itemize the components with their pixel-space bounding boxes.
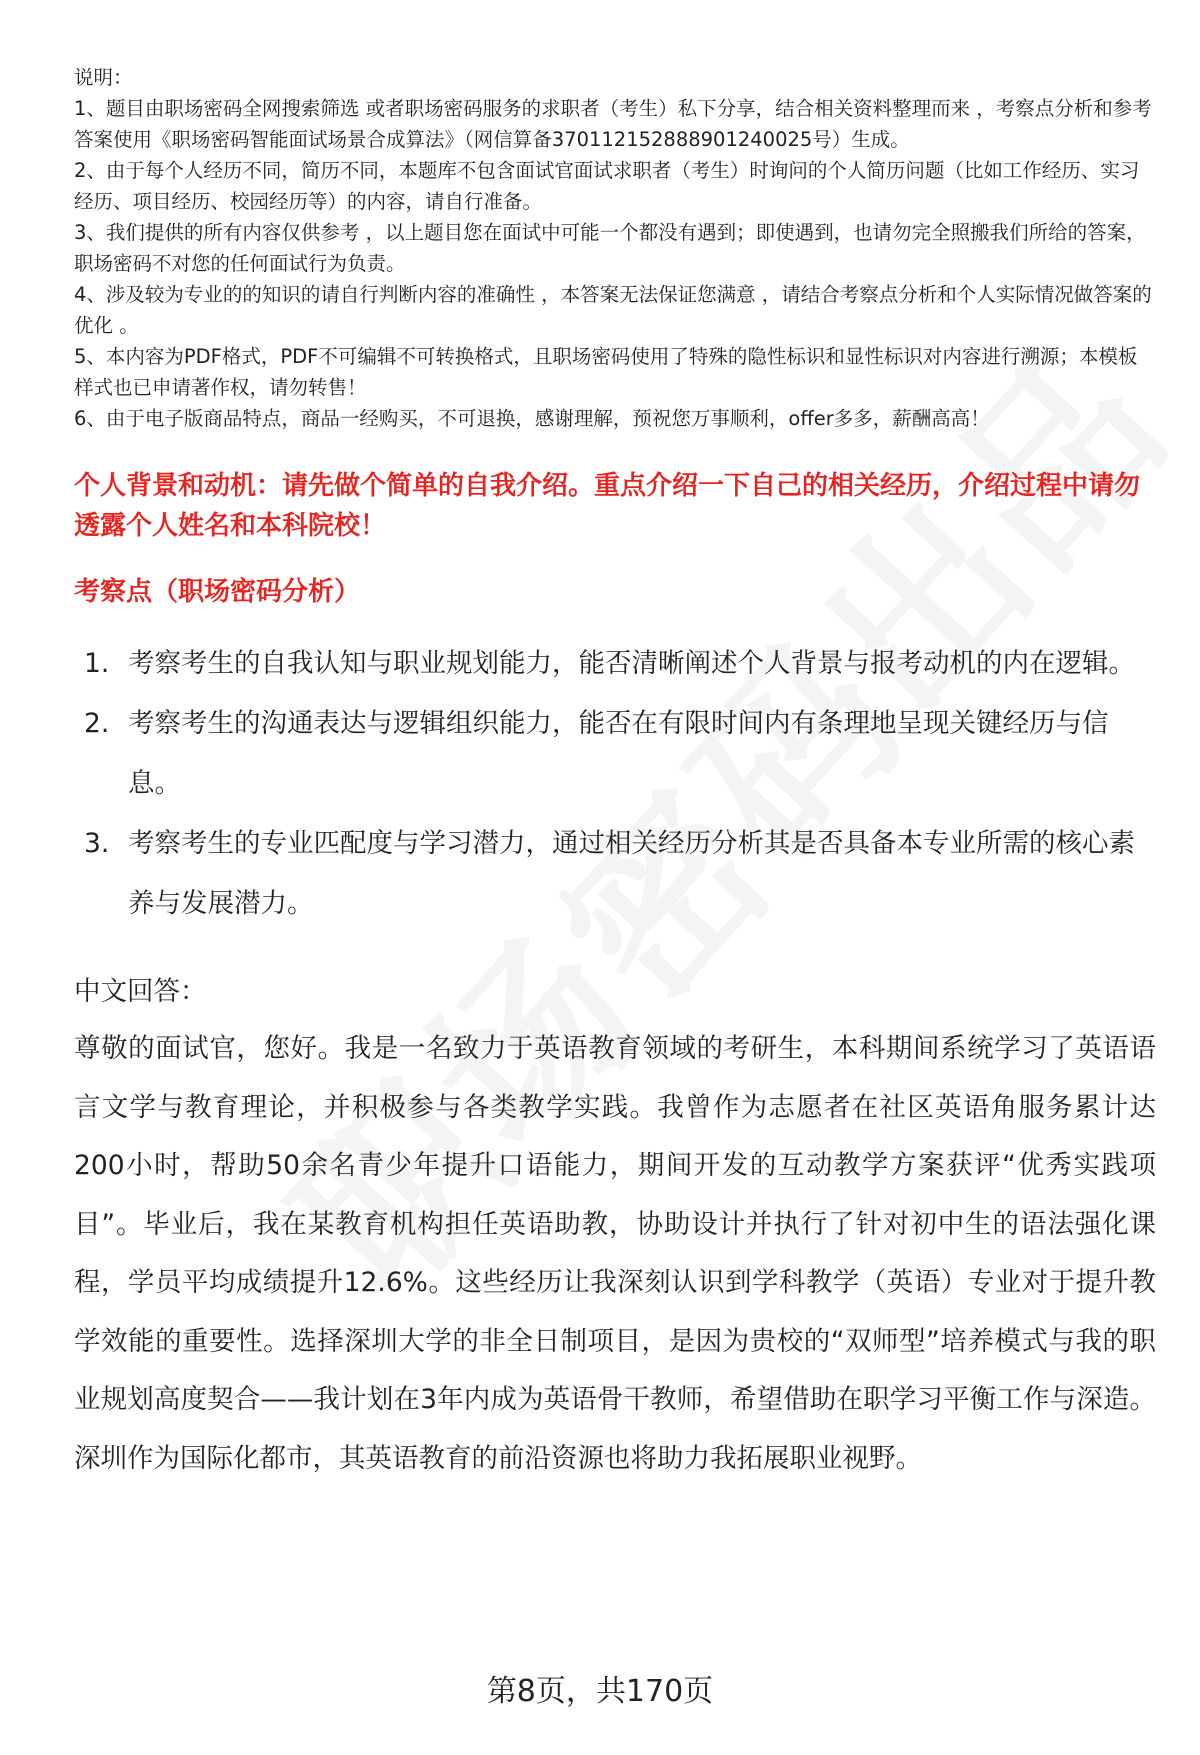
notes-item: 5、本内容为PDF格式，PDF不可编辑不可转换格式，且职场密码使用了特殊的隐性标识和显性标识对内容进行溯源；本模板样式也已申请著作权，请勿转售！ <box>74 345 1138 399</box>
notes-item: 1、题目由职场密码全网搜索筛选 或者职场密码服务的求职者（考生）私下分享，结合相关资料整理而来 ，考察点分析和参考答案使用《职场密码智能面试场景合成算法》（网信算备370112152888901240025号）生成。 <box>74 97 1152 151</box>
question-heading: 个人背景和动机：请先做个简单的自我介绍。重点介绍一下自己的相关经历，介绍过程中请勿透露个人姓名和本科院校！ <box>74 471 1141 541</box>
notes-section <box>74 62 1156 434</box>
analysis-point-text: 考察考生的沟通表达与逻辑组织能力，能否在有限时间内有条理地呈现关键经历与信息。 <box>128 708 1109 799</box>
analysis-point-text: 考察考生的专业匹配度与学习潜力，通过相关经历分析其是否具备本专业所需的核心素养与发展潜力。 <box>128 828 1135 919</box>
notes-item: 3、我们提供的所有内容仅供参考 ，以上题目您在面试中可能一个都没有遇到；即使遇到，也请勿完全照搬我们所给的答案，职场密码不对您的任何面试行为负责。 <box>74 221 1146 275</box>
analysis-point <box>74 694 1156 814</box>
notes-item: 2、由于每个人经历不同，简历不同，本题库不包含面试官面试求职者（考生）时询问的个人简历问题（比如工作经历、实习经历、项目经历、校园经历等）的内容，请自行准备。 <box>74 159 1140 213</box>
analysis-point-text: 考察考生的自我认知与职业规划能力，能否清晰阐述个人背景与报考动机的内在逻辑。 <box>128 648 1135 679</box>
analysis-point-number: 2. <box>84 708 110 739</box>
analysis-point <box>74 814 1156 934</box>
page-number: 第8页，共170页 <box>486 1674 714 1709</box>
answer-label: 中文回答： <box>74 976 207 1007</box>
notes-heading: 说明： <box>74 66 133 89</box>
analysis-point-number: 3. <box>84 828 110 859</box>
analysis-title: 考察点（职场密码分析） <box>74 577 361 607</box>
page-content <box>74 62 1156 1488</box>
notes-item: 6、由于电子版商品特点，商品一经购买，不可退换，感谢理解，预祝您万事顺利，offer多多，薪酬高高！ <box>74 407 990 430</box>
answer-text: 尊敬的面试官，您好。我是一名致力于英语教育领域的考研生，本科期间系统学习了英语语言文学与教育理论，并积极参与各类教学实践。我曾作为志愿者在社区英语角服务累计达200小时，帮助50余名青少年提升口语能力，期间开发的互动教学方案获评“优秀实践项目”。毕业后，我在某教育机构担任英语助教，协助设计并执行了针对初中生的语法强化课程，学员平均成绩提升12.6%。这些经历让我深刻认识到学科教学（英语）专业对于提升教学效能的重要性。选择深圳大学的非全日制项目，是因为贵校的“双师型”培养模式与我的职业规划高度契合——我计划在3年内成为英语骨干教师，希望借助在职学习平衡工作与深造。深圳作为国际化都市，其英语教育的前沿资源也将助力我拓展职业视野。 <box>74 1033 1156 1474</box>
analysis-points-list <box>74 634 1156 934</box>
analysis-point <box>74 634 1156 694</box>
analysis-point-number: 1. <box>84 648 110 679</box>
notes-item: 4、涉及较为专业的的知识的请自行判断内容的准确性 ，本答案无法保证您满意 ，请结合考察点分析和个人实际情况做答案的优化 。 <box>74 283 1152 337</box>
